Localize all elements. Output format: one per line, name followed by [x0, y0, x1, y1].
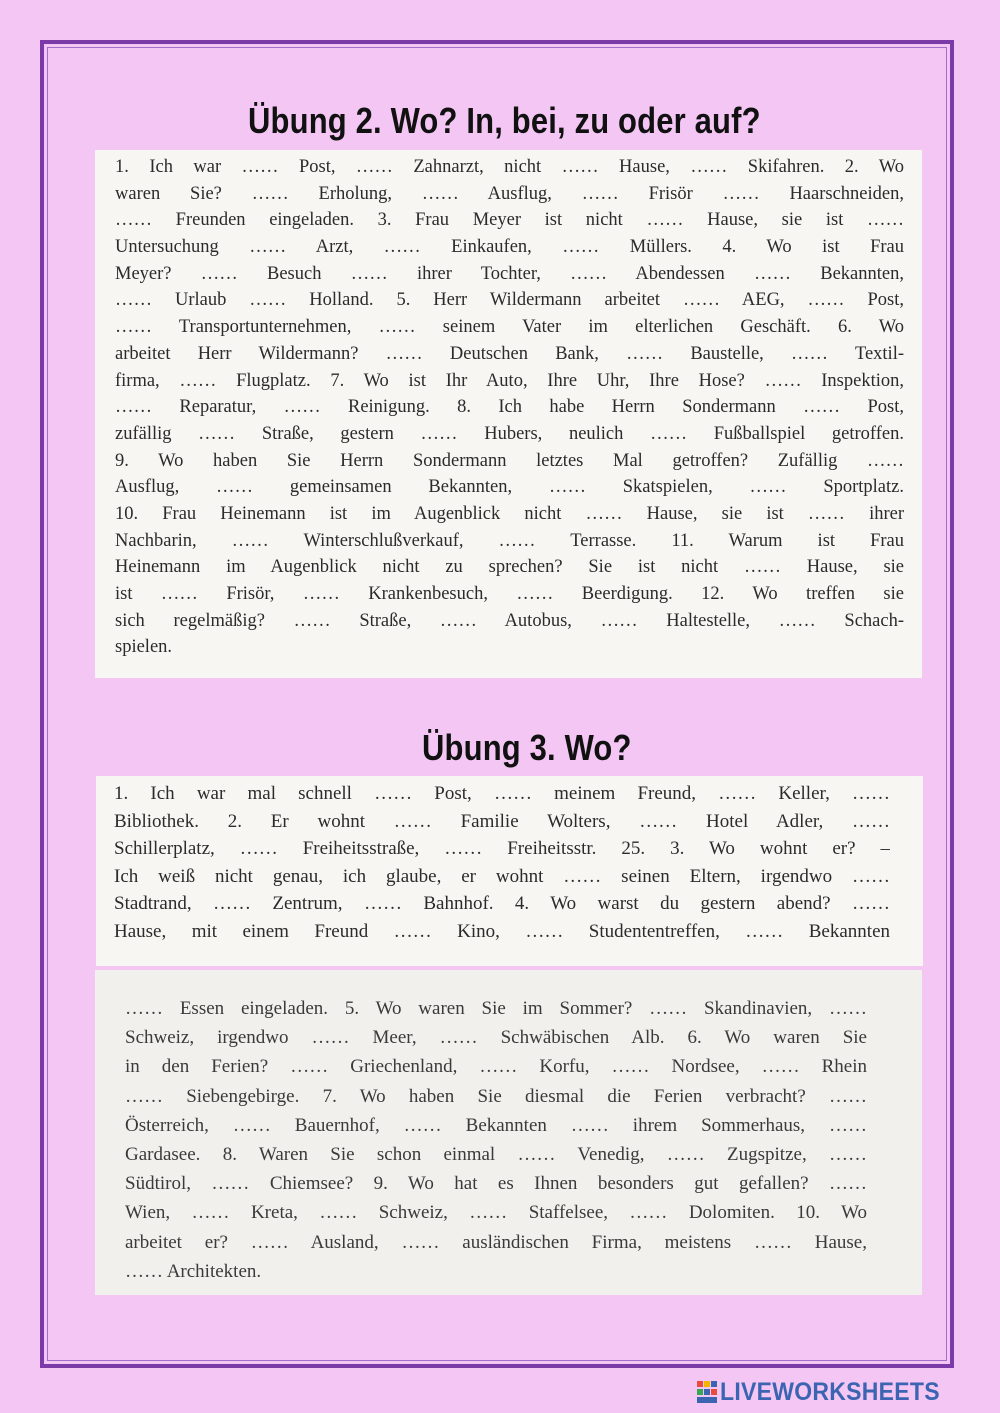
text-line: Stadtrand, …… Zentrum, …… Bahnhof. 4. Wo warst du gestern abend? ……	[114, 893, 890, 915]
text-line: spielen.	[115, 637, 173, 658]
text-line: 10. Frau Heinemann ist im Augenblick nicht …… Hause, sie ist …… ihrer	[115, 503, 904, 524]
exercise-2-title: Übung 2. Wo? In, bei, zu oder auf?	[248, 100, 761, 141]
text-line: Gardasee. 8. Waren Sie schon einmal …… Venedig, …… Zugspitze, ……	[125, 1143, 867, 1165]
text-line: 1. Ich war mal schnell …… Post, …… meinem Freund, …… Keller, ……	[114, 783, 890, 804]
text-line: …… Architekten.	[125, 1260, 262, 1282]
text-line: sich regelmäßig? …… Straße, …… Autobus, …… Haltestelle, …… Schach-	[115, 610, 904, 631]
text-line: Ich weiß nicht genau, ich glaube, er wohnt …… seinen Eltern, irgendwo ……	[114, 865, 890, 887]
exercise-3-title: Übung 3. Wo?	[422, 727, 632, 768]
text-line: Meyer? …… Besuch …… ihrer Tochter, …… Abendessen …… Bekannten,	[115, 263, 904, 284]
liveworksheets-brand	[697, 1376, 959, 1408]
text-line: arbeitet Herr Wildermann? …… Deutschen Bank, …… Baustelle, …… Textil-	[115, 343, 904, 364]
text-line: Österreich, …… Bauernhof, …… Bekannten …… ihrem Sommerhaus, ……	[125, 1114, 867, 1136]
text-line: …… Urlaub …… Holland. 5. Herr Wildermann arbeitet …… AEG, …… Post,	[115, 290, 904, 311]
text-line: Heinemann im Augenblick nicht zu sprechen? Sie ist nicht …… Hause, sie	[115, 557, 904, 578]
exercise-3-text-part-2	[95, 970, 922, 1295]
text-line: firma, …… Flugplatz. 7. Wo ist Ihr Auto, Ihre Uhr, Ihre Hose? …… Inspektion,	[115, 370, 904, 391]
liveworksheets-logo-icon	[697, 1381, 717, 1403]
text-line: Schillerplatz, …… Freiheitsstraße, …… Freiheitsstr. 25. 3. Wo wohnt er? –	[114, 838, 890, 860]
text-line: …… Transportunternehmen, …… seinem Vater im elterlichen Geschäft. 6. Wo	[115, 317, 904, 338]
text-line: in den Ferien? …… Griechenland, …… Korfu, …… Nordsee, …… Rhein	[125, 1056, 867, 1078]
text-line: …… Siebengebirge. 7. Wo haben Sie diesmal die Ferien verbracht? ……	[125, 1085, 867, 1107]
text-line: …… Reparatur, …… Reinigung. 8. Ich habe Herrn Sondermann …… Post,	[115, 397, 904, 418]
exercise-2-text	[95, 150, 922, 678]
text-line: Schweiz, irgendwo …… Meer, …… Schwäbischen Alb. 6. Wo waren Sie	[125, 1027, 867, 1049]
text-line: Südtirol, …… Chiemsee? 9. Wo hat es Ihnen besonders gut gefallen? ……	[125, 1173, 867, 1195]
text-line: Bibliothek. 2. Er wohnt …… Familie Wolters, …… Hotel Adler, ……	[114, 810, 890, 832]
brand-name: LIVEWORKSHEETS	[720, 1377, 940, 1406]
text-line: 1. Ich war …… Post, …… Zahnarzt, nicht …… Hause, …… Skifahren. 2. Wo	[115, 157, 904, 177]
exercise-3-text-part-1	[96, 776, 923, 966]
text-line: …… Essen eingeladen. 5. Wo waren Sie im Sommer? …… Skandinavien, ……	[125, 998, 867, 1019]
text-line: ist …… Frisör, …… Krankenbesuch, …… Beerdigung. 12. Wo treffen sie	[115, 584, 904, 604]
text-line: zufällig …… Straße, gestern …… Hubers, neulich …… Fußballspiel getroffen.	[115, 423, 904, 444]
text-line: Wien, …… Kreta, …… Schweiz, …… Staffelsee, …… Dolomiten. 10. Wo	[125, 1202, 867, 1224]
text-line: Hause, mit einem Freund …… Kino, …… Studententreffen, …… Bekannten	[114, 920, 890, 942]
text-line: Untersuchung …… Arzt, …… Einkaufen, …… Müllers. 4. Wo ist Frau	[115, 237, 904, 258]
text-line: …… Freunden eingeladen. 3. Frau Meyer ist nicht …… Hause, sie ist ……	[115, 210, 904, 231]
text-line: 9. Wo haben Sie Herrn Sondermann letztes Mal getroffen? Zufällig ……	[115, 450, 904, 471]
text-line: arbeitet er? …… Ausland, …… ausländischen Firma, meistens …… Hause,	[125, 1231, 867, 1253]
text-line: waren Sie? …… Erholung, …… Ausflug, …… Frisör …… Haarschneiden,	[115, 183, 904, 204]
text-line: Ausflug, …… gemeinsamen Bekannten, …… Skatspielen, …… Sportplatz.	[115, 477, 904, 498]
text-line: Nachbarin, …… Winterschlußverkauf, …… Terrasse. 11. Warum ist Frau	[115, 530, 904, 551]
